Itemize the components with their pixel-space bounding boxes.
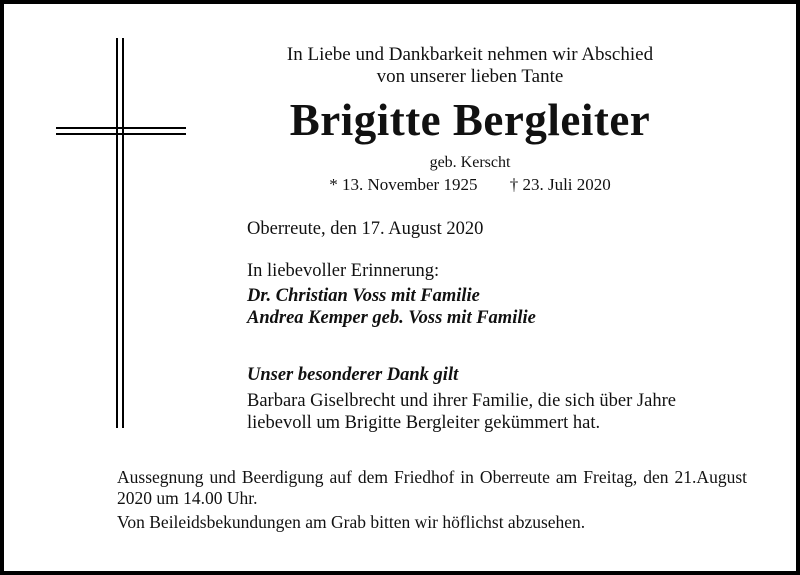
death-date: † 23. Juli 2020 bbox=[509, 175, 611, 194]
thanks-heading: Unser besonderer Dank gilt bbox=[247, 365, 459, 385]
mourners-list bbox=[247, 285, 747, 329]
funeral-info: Aussegnung und Beerdigung auf dem Friedhof in Oberreute am Freitag, den 21.August 2020 um 14.00 Uhr. bbox=[117, 467, 747, 508]
place-date: Oberreute, den 17. August 2020 bbox=[247, 219, 484, 239]
memory-heading: In liebevoller Erinnerung: bbox=[247, 261, 440, 281]
thanks-text: Barbara Giselbrecht und ihrer Familie, die sich über Jahre liebevoll um Brigitte Bergleiter gekümmert hat. bbox=[247, 391, 676, 433]
intro-line-2: von unserer lieben Tante bbox=[376, 66, 564, 87]
cross-icon bbox=[56, 38, 186, 428]
mourner-item: Dr. Christian Voss mit Familie bbox=[247, 286, 480, 306]
mourner-item: Andrea Kemper geb. Voss mit Familie bbox=[247, 308, 536, 328]
deceased-name: Brigitte Bergleiter bbox=[289, 95, 651, 145]
intro-text bbox=[250, 44, 690, 88]
intro-line-1: In Liebe und Dankbarkeit nehmen wir Abschied bbox=[286, 44, 654, 65]
birth-date: * 13. November 1925 bbox=[329, 175, 478, 194]
life-dates bbox=[250, 175, 690, 195]
condolence-request: Von Beileidsbekundungen am Grab bitten wir höflichst abzusehen. bbox=[117, 512, 586, 532]
birth-name: geb. Kerscht bbox=[429, 154, 511, 171]
